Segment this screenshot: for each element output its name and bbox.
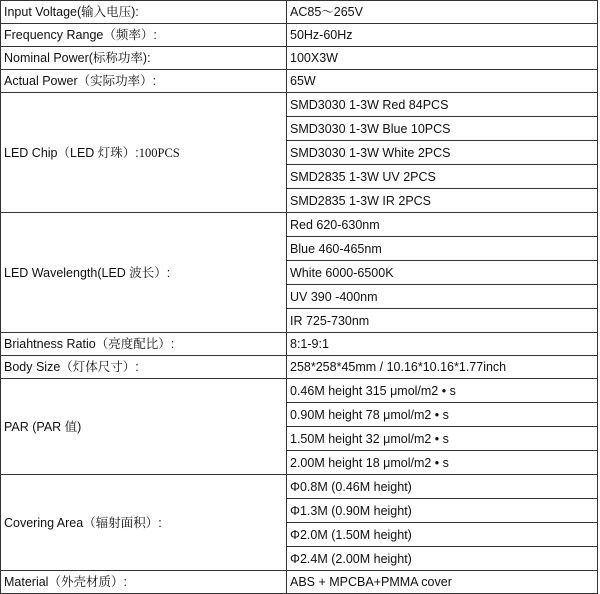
row-led-wavelength xyxy=(1,213,598,237)
row-material xyxy=(1,571,598,594)
label-led-chip: LED Chip（LED 灯珠）: xyxy=(4,145,139,160)
value-led-chip: SMD3030 1-3W Blue 10PCS xyxy=(287,117,598,141)
value-material: ABS + MPCBA+PMMA cover xyxy=(287,571,598,594)
row-actual-power xyxy=(1,70,598,93)
label-brightness-ratio: Briahtness Ratio（亮度配比）: xyxy=(1,333,287,356)
value-covering-area: Φ1.3M (0.90M height) xyxy=(287,499,598,523)
value-par: 0.90M height 78 μmol/m2 • s xyxy=(287,403,598,427)
value-led-wavelength: Red 620-630nm xyxy=(287,213,598,237)
value-covering-area: Φ2.0M (1.50M height) xyxy=(287,523,598,547)
value-covering-area: Φ2.4M (2.00M height) xyxy=(287,547,598,571)
label-input-voltage: Input Voltage(输入电压): xyxy=(1,1,287,24)
label-material: Material（外壳材质）: xyxy=(1,571,287,594)
value-brightness-ratio: 8:1-9:1 xyxy=(287,333,598,356)
value-body-size: 258*258*45mm / 10.16*10.16*1.77inch xyxy=(287,356,598,379)
value-frequency-range: 50Hz-60Hz xyxy=(287,24,598,47)
value-led-chip: SMD3030 1-3W Red 84PCS xyxy=(287,93,598,117)
label-par: PAR (PAR 值) xyxy=(1,379,287,475)
value-led-wavelength: Blue 460-465nm xyxy=(287,237,598,261)
label-led-wavelength: LED Wavelength(LED 波长）: xyxy=(1,213,287,333)
value-led-chip: SMD2835 1-3W UV 2PCS xyxy=(287,165,598,189)
label-led-chip-count: 100PCS xyxy=(138,145,180,160)
row-body-size xyxy=(1,356,598,379)
row-input-voltage xyxy=(1,1,598,24)
row-led-chip xyxy=(1,93,598,117)
row-covering-area xyxy=(1,475,598,499)
label-covering-area: Covering Area（辐射面积）: xyxy=(1,475,287,571)
value-par: 0.46M height 315 μmol/m2 • s xyxy=(287,379,598,403)
label-actual-power: Actual Power（实际功率）: xyxy=(1,70,287,93)
value-actual-power: 65W xyxy=(287,70,598,93)
value-led-chip: SMD3030 1-3W White 2PCS xyxy=(287,141,598,165)
value-led-wavelength: IR 725-730nm xyxy=(287,309,598,333)
value-covering-area: Φ0.8M (0.46M height) xyxy=(287,475,598,499)
label-frequency-range: Frequency Range（频率）: xyxy=(1,24,287,47)
label-led-chip-cell xyxy=(1,93,287,213)
value-led-wavelength: White 6000-6500K xyxy=(287,261,598,285)
value-led-wavelength: UV 390 -400nm xyxy=(287,285,598,309)
row-brightness-ratio xyxy=(1,333,598,356)
value-nominal-power: 100X3W xyxy=(287,47,598,70)
label-nominal-power: Nominal Power(标称功率): xyxy=(1,47,287,70)
value-par: 2.00M height 18 μmol/m2 • s xyxy=(287,451,598,475)
value-par: 1.50M height 32 μmol/m2 • s xyxy=(287,427,598,451)
row-nominal-power xyxy=(1,47,598,70)
value-led-chip: SMD2835 1-3W IR 2PCS xyxy=(287,189,598,213)
value-input-voltage: AC85～265V xyxy=(287,1,598,24)
row-frequency-range xyxy=(1,24,598,47)
row-par xyxy=(1,379,598,403)
label-body-size: Body Size（灯体尺寸）: xyxy=(1,356,287,379)
